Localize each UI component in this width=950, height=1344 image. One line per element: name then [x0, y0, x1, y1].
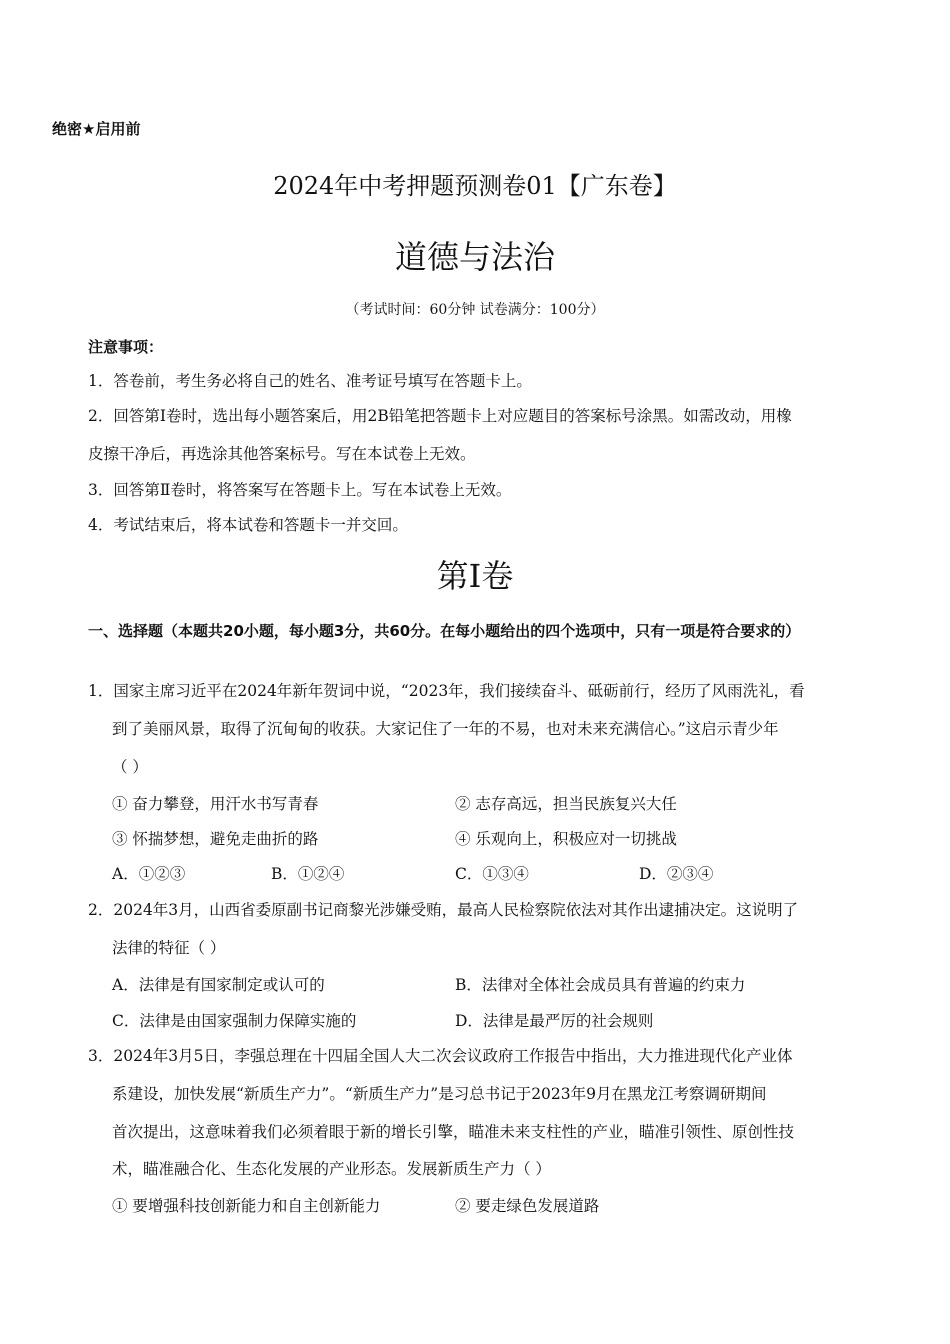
question-1-item: ④ 乐观向上，积极应对一切挑战	[455, 830, 677, 848]
question-3-item: ① 要增强科技创新能力和自主创新能力	[112, 1197, 381, 1215]
note-line: 4．考试结束后，将本试卷和答题卡一并交回。	[88, 516, 408, 534]
part-title: 第Ⅰ卷	[436, 557, 514, 595]
subject-title: 道德与法治	[394, 238, 555, 276]
question-2-line: 2．2024年3月，山西省委原副书记商黎光涉嫌受贿，最高人民检察院依法对其作出逮捕决定。这说明了	[88, 901, 799, 919]
note-line: 3．回答第Ⅱ卷时，将答案写在答题卡上。写在本试卷上无效。	[88, 481, 512, 499]
question-3-line: 首次提出，这意味着我们必须着眼于新的增长引擎，瞄准未来支柱性的产业，瞄准引领性、原创性技	[112, 1123, 795, 1141]
question-2-line: 法律的特征（ ）	[112, 939, 226, 957]
question-1-option-b[interactable]: B．①②④	[271, 865, 345, 883]
question-2-option-b[interactable]: B．法律对全体社会成员具有普遍的约束力	[455, 976, 746, 994]
confidential-mark: 绝密★启用前	[52, 120, 141, 138]
question-2-option-c[interactable]: C．法律是由国家强制力保障实施的	[112, 1012, 357, 1030]
note-line: 2．回答第Ⅰ卷时，选出每小题答案后，用2B铅笔把答题卡上对应题目的答案标号涂黑。如需改动，用橡	[88, 407, 792, 425]
question-2-option-a[interactable]: A．法律是有国家制定或认可的	[112, 976, 325, 994]
question-1-option-a[interactable]: A．①②③	[112, 865, 186, 883]
note-line: 皮擦干净后，再选涂其他答案标号。写在本试卷上无效。	[88, 445, 476, 463]
exam-info: （考试时间：60分钟 试卷满分：100分）	[345, 302, 605, 318]
question-1-option-d[interactable]: D．②③④	[639, 865, 714, 883]
exam-title: 2024年中考押题预测卷01【广东卷】	[273, 172, 677, 200]
question-1-option-c[interactable]: C．①③④	[455, 865, 529, 883]
question-1-item: ① 奋力攀登，用汗水书写青春	[112, 795, 319, 813]
question-3-line: 系建设，加快发展“新质生产力”。“新质生产力”是习总书记于2023年9月在黑龙江考察调研期间	[112, 1085, 767, 1103]
question-3-line: 术，瞄准融合化、生态化发展的产业形态。发展新质生产力（ ）	[112, 1160, 551, 1178]
question-1-line: （ ）	[112, 758, 148, 776]
notes-heading: 注意事项：	[88, 338, 164, 356]
question-2-option-d[interactable]: D．法律是最严厉的社会规则	[455, 1012, 654, 1030]
note-line: 1．答卷前，考生务必将自己的姓名、准考证号填写在答题卡上。	[88, 372, 532, 390]
question-1-item: ② 志存高远，担当民族复兴大任	[455, 795, 677, 813]
question-1-line: 1．国家主席习近平在2024年新年贺词中说，“2023年，我们接续奋斗、砥砺前行，经历了风雨洗礼，看	[88, 682, 805, 700]
question-1-line: 到了美丽风景，取得了沉甸甸的收获。大家记住了一年的不易，也对未来充满信心。”这启示青少年	[112, 720, 779, 738]
question-1-item: ③ 怀揣梦想，避免走曲折的路	[112, 830, 319, 848]
section-heading: 一、选择题（本题共20小题，每小题3分，共60分。在每小题给出的四个选项中，只有一项是符合要求的）	[88, 622, 801, 640]
question-3-line: 3．2024年3月5日，李强总理在十四届全国人大二次会议政府工作报告中指出，大力推进现代化产业体	[88, 1047, 793, 1065]
question-3-item: ② 要走绿色发展道路	[455, 1197, 600, 1215]
